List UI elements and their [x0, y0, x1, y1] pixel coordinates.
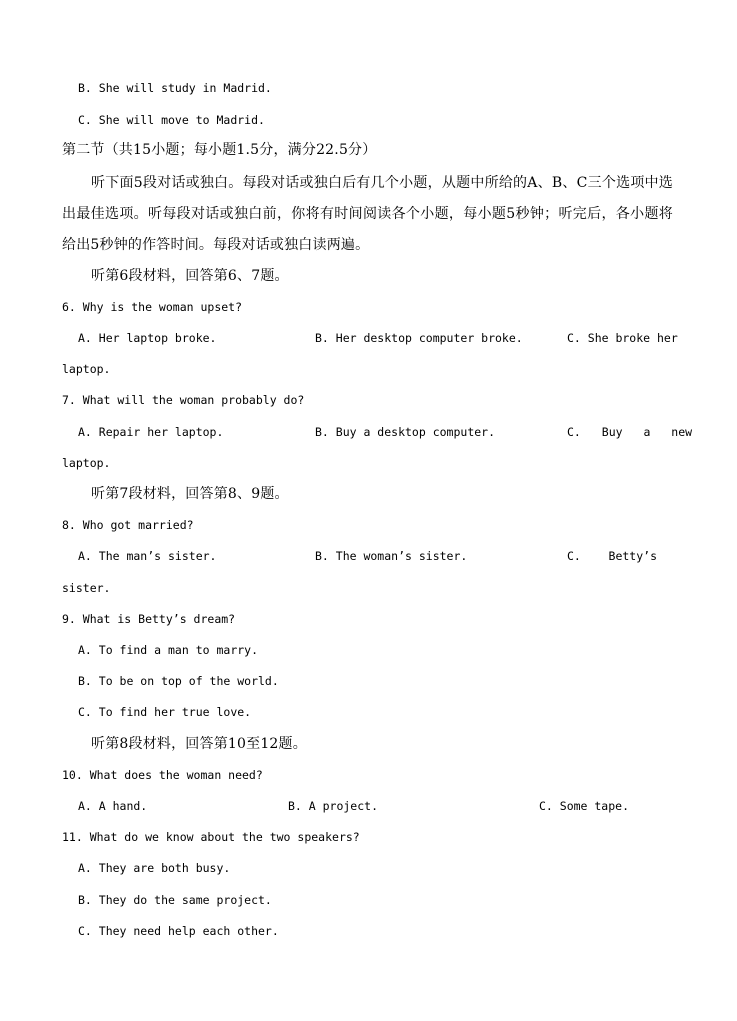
material-7-intro: 听第7段材料，回答第8、9题。: [91, 486, 289, 502]
prev-option-c: C. She will move to Madrid.: [78, 113, 265, 127]
question-8-stem: 8. Who got married?: [62, 518, 194, 532]
material-8-intro: 听第8段材料，回答第10至12题。: [91, 736, 307, 752]
material-6-intro: 听第6段材料，回答第6、7题。: [91, 268, 289, 284]
question-8-option-a: A. The man’s sister.: [78, 549, 217, 563]
question-6-option-a: A. Her laptop broke.: [78, 331, 217, 345]
question-11-stem: 11. What do we know about the two speakers?: [62, 830, 360, 844]
question-7-option-b: B. Buy a desktop computer.: [315, 425, 496, 439]
question-6-stem: 6. Why is the woman upset?: [62, 300, 243, 314]
question-9-stem: 9. What is Betty’s dream?: [62, 612, 236, 626]
prev-option-b: B. She will study in Madrid.: [78, 81, 272, 95]
question-7-stem: 7. What will the woman probably do?: [62, 393, 305, 407]
question-9-option-b: B. To be on top of the world.: [78, 674, 279, 688]
question-7-option-c: C. Buy a new: [567, 425, 693, 439]
question-6-option-b: B. Her desktop computer broke.: [315, 331, 523, 345]
question-9-option-c: C. To find her true love.: [78, 705, 252, 719]
question-6-option-c-continued: laptop.: [62, 362, 111, 376]
question-10-option-a: A. A hand.: [78, 799, 148, 813]
question-11-option-c: C. They need help each other.: [78, 924, 279, 938]
question-11-option-a: A. They are both busy.: [78, 861, 231, 875]
question-8-option-b: B. The woman’s sister.: [315, 549, 468, 563]
question-7-option-c-continued: laptop.: [62, 456, 111, 470]
question-10-stem: 10. What does the woman need?: [62, 768, 263, 782]
question-10-option-c: C. Some tape.: [539, 799, 630, 813]
instructions-line-1: 听下面5段对话或独白。每段对话或独白后有几个小题，从题中所给的A、B、C三个选项中选: [91, 175, 673, 191]
instructions-line-2: 出最佳选项。听每段对话或独白前，你将有时间阅读各个小题，每小题5秒钟；听完后，各小题将: [62, 206, 673, 222]
question-10-option-b: B. A project.: [288, 799, 379, 813]
section-heading: 第二节（共15小题；每小题1.5分，满分22.5分）: [62, 142, 377, 158]
question-9-option-a: A. To find a man to marry.: [78, 643, 259, 657]
question-8-option-c: C. Betty’s: [567, 549, 658, 563]
instructions-line-3: 给出5秒钟的作答时间。每段对话或独白读两遍。: [62, 237, 370, 253]
question-6-option-c: C. She broke her: [567, 331, 678, 345]
question-7-option-a: A. Repair her laptop.: [78, 425, 224, 439]
question-8-option-c-continued: sister.: [62, 581, 111, 595]
question-11-option-b: B. They do the same project.: [78, 893, 272, 907]
